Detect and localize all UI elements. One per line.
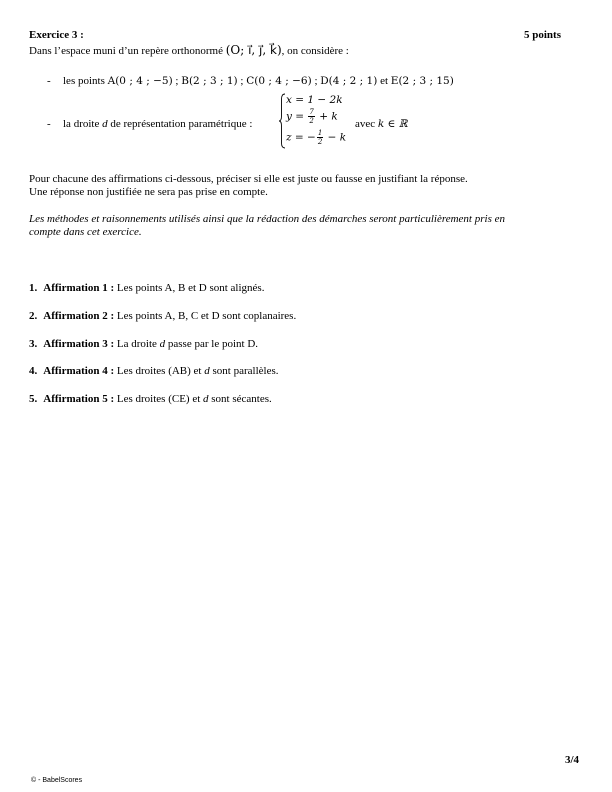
intro-text-after: , on considère : bbox=[281, 45, 349, 57]
equation-x: x = 1 − 2k bbox=[286, 94, 343, 106]
affirmation-number: 1. bbox=[29, 282, 38, 294]
separator: ; bbox=[311, 75, 321, 87]
line-label-post: de représentation paramétrique : bbox=[107, 118, 253, 130]
fraction bbox=[317, 129, 323, 146]
affirmation-label: Affirmation 2 : bbox=[43, 310, 115, 322]
affirmation-label: Affirmation 3 : bbox=[43, 338, 115, 350]
avec-label: avec bbox=[355, 118, 378, 130]
line-d-label bbox=[63, 118, 252, 131]
affirmation-item bbox=[29, 310, 296, 323]
bullet-dash: - bbox=[47, 75, 51, 87]
footer-credit: © - BabelScores bbox=[31, 777, 83, 784]
affirmation-item bbox=[29, 365, 278, 378]
separator: ; bbox=[172, 75, 182, 87]
bullet-dash: - bbox=[47, 118, 51, 130]
points-value: 5 points bbox=[524, 29, 561, 41]
line-label-pre: la droite bbox=[63, 118, 103, 130]
affirmation-number: 5. bbox=[29, 393, 38, 405]
intro-line bbox=[29, 44, 349, 58]
point-A: A(0 ; 4 ; −5) bbox=[107, 75, 173, 87]
brace-icon bbox=[278, 93, 286, 149]
equation-z bbox=[286, 129, 346, 146]
affirmation-text-post: sont parallèles. bbox=[209, 365, 279, 377]
instruction-line-1: Pour chacune des affirmations ci-dessous, préciser si elle est juste ou fausse en justifiant la réponse. bbox=[29, 173, 468, 185]
affirmation-number: 2. bbox=[29, 310, 38, 322]
parameter-set: k ∈ ℝ bbox=[377, 118, 408, 130]
note-line-1: Les méthodes et raisonnements utilisés ainsi que la rédaction des démarches seront particulièrement pris en bbox=[29, 213, 505, 225]
separator: ; bbox=[237, 75, 247, 87]
affirmation-var: d bbox=[159, 338, 166, 350]
affirmation-number: 4. bbox=[29, 365, 38, 377]
affirmation-var: d bbox=[204, 365, 210, 377]
affirmation-text: Les points A, B, C et D sont coplanaires. bbox=[114, 310, 297, 322]
fraction-denominator: 2 bbox=[309, 117, 314, 125]
parametric-system bbox=[278, 93, 348, 149]
affirmation-text: Les droites (CE) et bbox=[114, 393, 204, 405]
fraction-numerator: 1 bbox=[317, 129, 323, 137]
point-D: D(4 ; 2 ; 1) bbox=[320, 75, 378, 87]
intro-text-before: Dans l’espace muni d’un repère orthonormé bbox=[29, 45, 226, 57]
affirmation-var: d bbox=[203, 393, 209, 405]
page-number: 3/4 bbox=[565, 754, 580, 766]
point-B: B(2 ; 3 ; 1) bbox=[181, 75, 238, 87]
conjunction: et bbox=[377, 75, 391, 87]
affirmation-text-post: passe par le point D. bbox=[165, 338, 259, 350]
points-list bbox=[63, 75, 454, 88]
coordinate-frame: (O; i⃗, j⃗, k⃗) bbox=[225, 43, 282, 57]
fraction bbox=[308, 108, 314, 125]
note-line-2: compte dans cet exercice. bbox=[29, 226, 142, 238]
line-var: d bbox=[102, 118, 108, 130]
affirmation-label: Affirmation 1 : bbox=[43, 282, 115, 294]
equation-y-pre: y = bbox=[286, 110, 308, 123]
fraction-denominator: 2 bbox=[317, 138, 323, 146]
affirmation-item bbox=[29, 338, 258, 351]
point-E: E(2 ; 3 ; 15) bbox=[390, 75, 454, 87]
parameter-domain bbox=[355, 118, 407, 131]
affirmation-item bbox=[29, 393, 272, 406]
affirmation-item bbox=[29, 282, 264, 295]
affirmation-number: 3. bbox=[29, 338, 38, 350]
affirmation-label: Affirmation 4 : bbox=[43, 365, 115, 377]
affirmation-text: Les droites (AB) et bbox=[114, 365, 205, 377]
instruction-line-2: Une réponse non justifiée ne sera pas prise en compte. bbox=[29, 186, 268, 198]
affirmation-text: Les points A, B et D sont alignés. bbox=[114, 282, 265, 294]
equation-y-post: + k bbox=[315, 110, 338, 123]
equation-z-pre: z = − bbox=[286, 131, 316, 144]
exercise-title: Exercice 3 : bbox=[29, 29, 84, 41]
affirmation-label: Affirmation 5 : bbox=[43, 393, 115, 405]
fraction-numerator: 7 bbox=[309, 108, 314, 116]
affirmation-text-post: sont sécantes. bbox=[208, 393, 272, 405]
points-label: les points bbox=[63, 75, 108, 87]
equation-z-post: − k bbox=[324, 131, 347, 144]
affirmation-text: La droite bbox=[114, 338, 160, 350]
point-C: C(0 ; 4 ; −6) bbox=[246, 75, 312, 87]
equation-y bbox=[286, 108, 338, 125]
